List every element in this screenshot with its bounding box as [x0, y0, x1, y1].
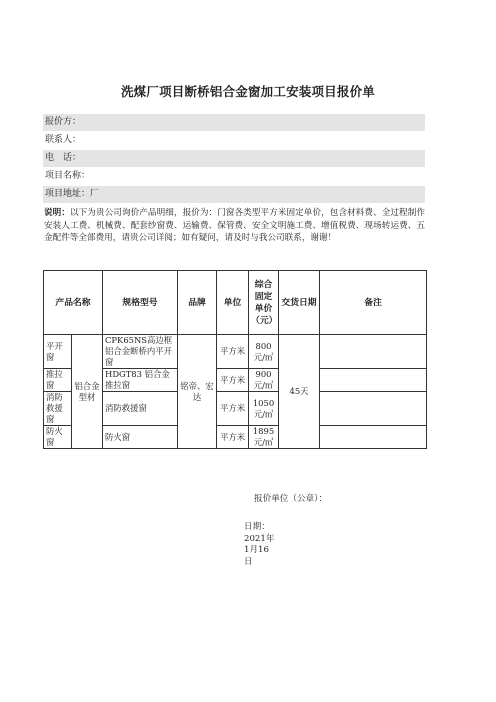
info-row-contact: 联系人： [43, 132, 425, 150]
cell-price: 1050元/㎡ [249, 392, 279, 426]
info-row-phone: 电 话： [43, 150, 425, 168]
date-month-day: 1月16 [244, 545, 269, 555]
date-day-suffix: 日 [244, 556, 253, 567]
cell-unit: 平方米 [217, 392, 249, 426]
cell-spec: HDGT83 铝合金推拉窗 [103, 369, 178, 392]
note-label: 说明： [44, 208, 70, 218]
header-price: 综合固定单价（元） [249, 271, 279, 335]
cell-product-name: 推拉窗 [44, 369, 72, 392]
header-remark: 备注 [320, 271, 427, 335]
date-block [244, 522, 274, 568]
cell-remark [320, 392, 427, 426]
cell-unit: 平方米 [217, 369, 249, 392]
header-delivery: 交货日期 [279, 271, 320, 335]
cell-unit: 平方米 [217, 426, 249, 449]
quoting-unit-seal-label: 报价单位（公章）： [254, 494, 328, 504]
cell-price: 800元/㎡ [249, 335, 279, 369]
cell-product-name: 平开窗 [44, 335, 72, 369]
table-header-row [44, 271, 427, 335]
cell-delivery: 45天 [279, 335, 320, 449]
info-row-project-address: 项目地址：厂 [43, 186, 425, 204]
cell-product-name: 防火窗 [44, 426, 72, 449]
cell-unit: 平方米 [217, 335, 249, 369]
cell-material: 铝合金型材 [72, 335, 103, 449]
cell-product-name: 消防救援窗 [44, 392, 72, 426]
header-product: 产品名称 [44, 271, 103, 335]
cell-price: 900元/㎡ [249, 369, 279, 392]
cell-spec: 防火窗 [103, 426, 178, 449]
quote-table [43, 270, 427, 449]
header-unit: 单位 [217, 271, 249, 335]
cell-spec: CPK65NS高边框铝合金断桥内平开窗 [103, 335, 178, 369]
header-spec: 规格型号 [103, 271, 178, 335]
cell-remark [320, 335, 427, 369]
cell-price: 1895元/㎡ [249, 426, 279, 449]
cell-remark [320, 426, 427, 449]
info-row-quoter: 报价方： [43, 114, 425, 132]
quote-info-block [43, 114, 425, 204]
cell-spec: 消防救援窗 [103, 392, 178, 426]
description-note [44, 207, 425, 245]
header-brand: 品牌 [178, 271, 217, 335]
note-text: 以下为贵公司询价产品明细，报价为：门窗各类型平方米固定单价，包含材料费、全过程制作安装人工费、机械费、配套纱窗费、运输费、保管费、安全文明施工费、增值税费、现场转运费、五金配件等全部费用，请贵公司详阅；如有疑问，请及时与我公司联系，谢谢！ [44, 208, 425, 243]
info-row-project-name: 项目名称： [43, 168, 425, 186]
page-title: 洗煤厂项目断桥铝合金窗加工安装项目报价单 [120, 84, 375, 99]
date-year: 2021年 [244, 533, 275, 544]
table-row [44, 335, 427, 369]
cell-brand: 铭帝、宏达 [178, 335, 217, 449]
date-label: 日期： [244, 522, 270, 532]
cell-remark [320, 369, 427, 392]
